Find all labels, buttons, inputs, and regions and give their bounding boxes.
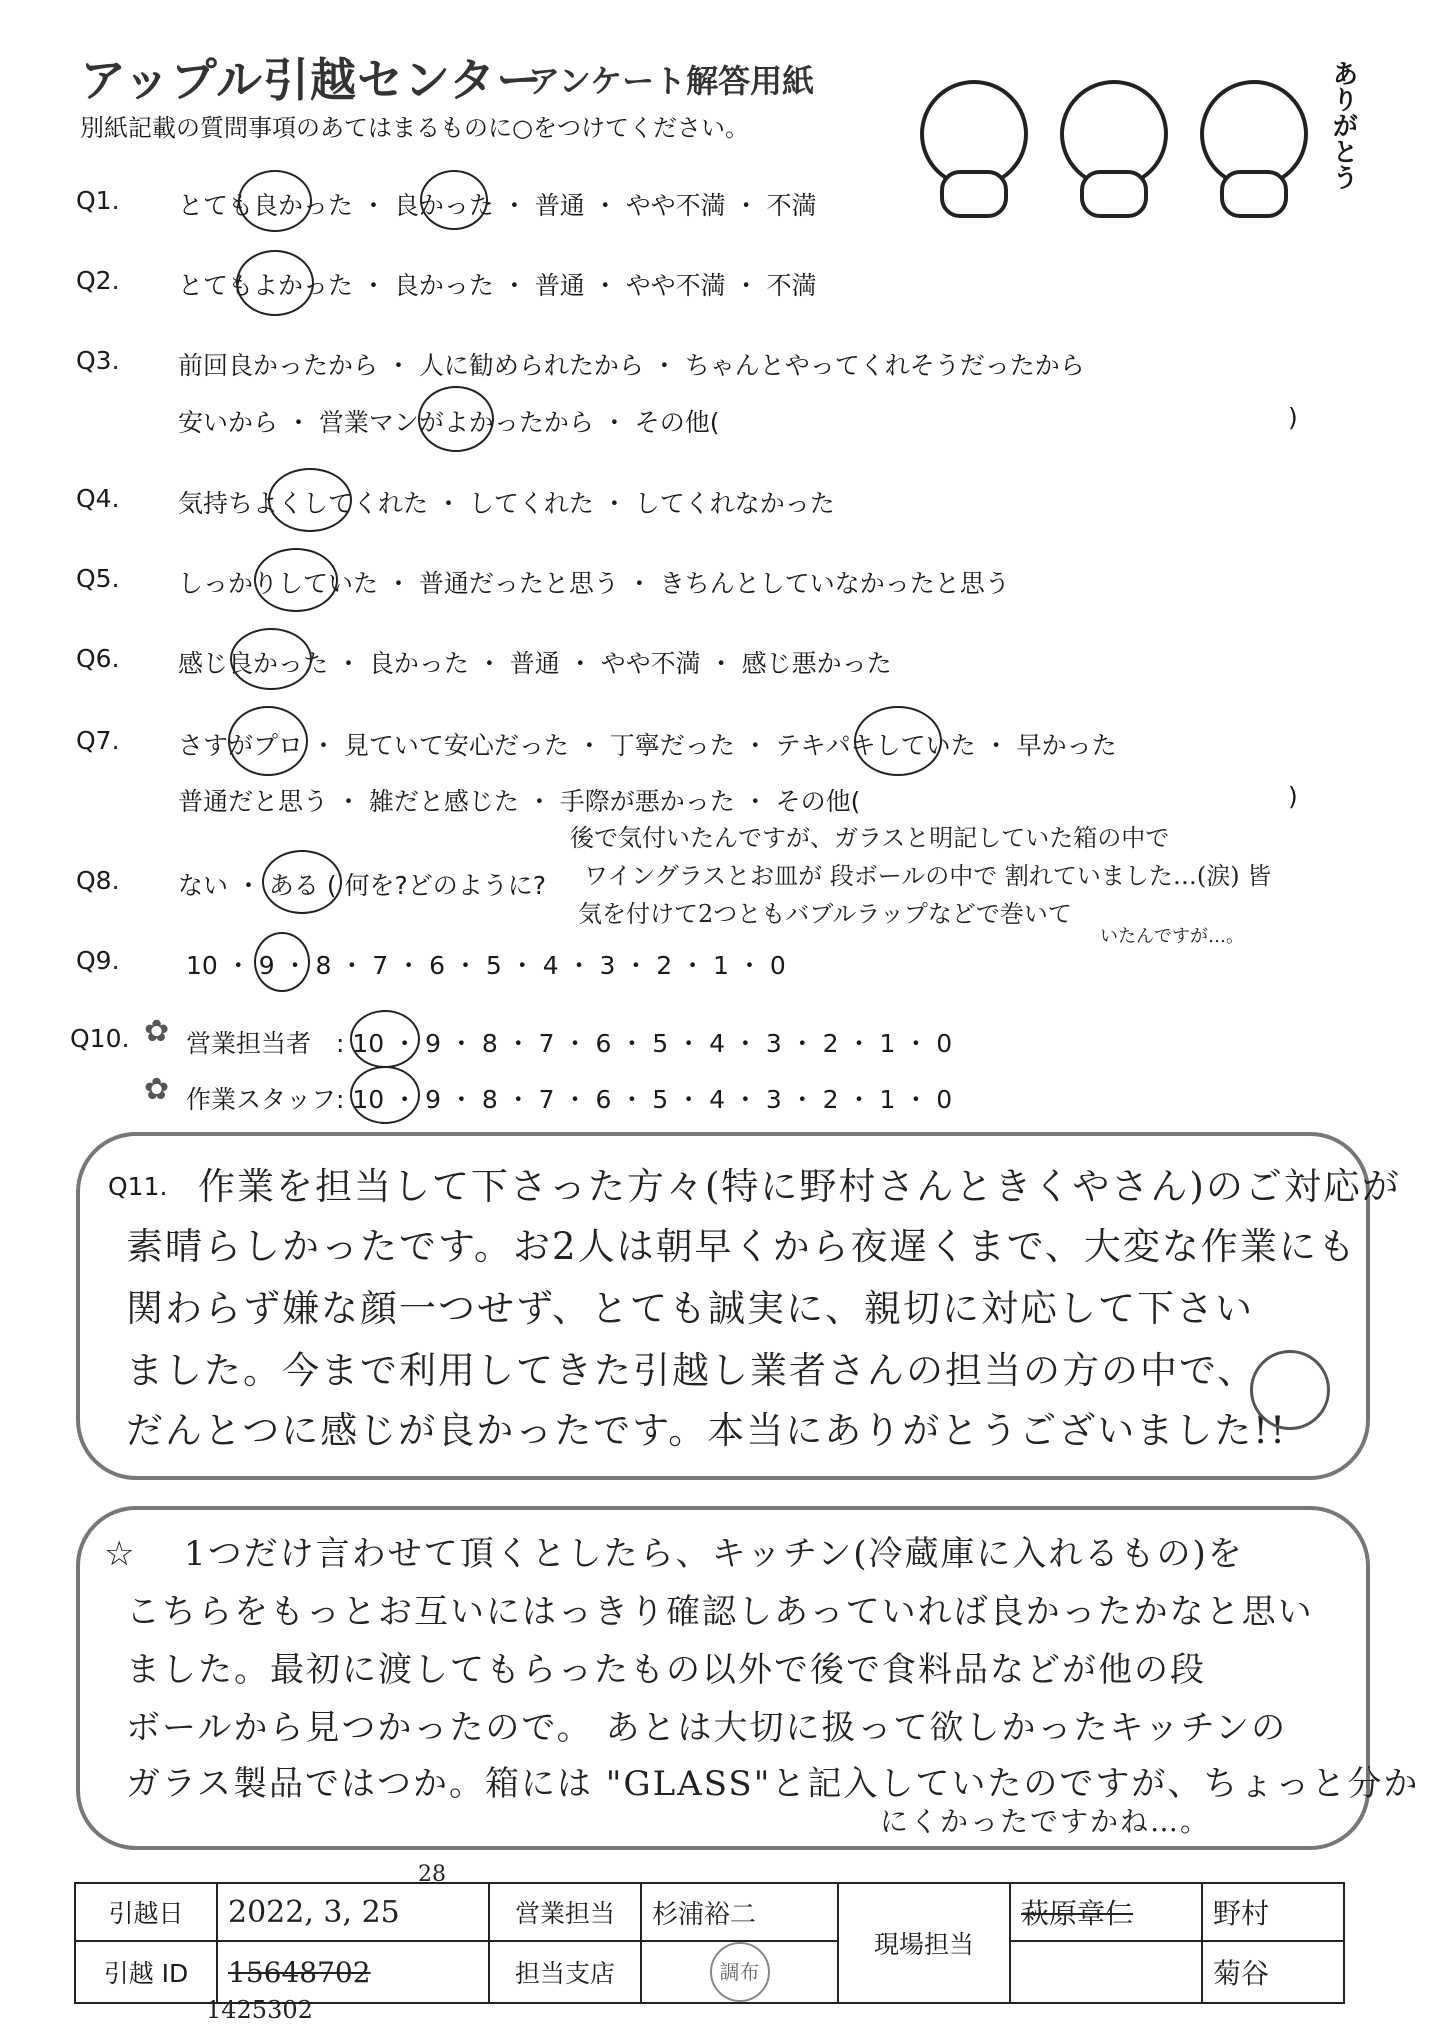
q9-answer-circle [254,932,310,992]
comment-line: ました。最初に渡してもらったもの以外で後で食料品などが他の段 [126,1650,1206,1690]
q7-label: Q7. [76,726,120,755]
additional-comment-box [76,1506,1420,1850]
q6-label: Q6. [76,644,120,673]
q10-label: Q10. [70,1024,130,1053]
comment-line: にくかったですかね…。 [880,1805,1211,1838]
q7-close-paren: ) [1288,782,1298,811]
q11-comment-box [76,1132,1401,1480]
q9-scale: 10 ・ 9 ・ 8 ・ 7 ・ 6 ・ 5 ・ 4 ・ 3 ・ 2 ・ 1 ・ 0 [186,951,786,980]
q3-label: Q3. [76,346,120,375]
flower-stamp-icon [1250,1350,1330,1430]
q6-options: 感じ良かった ・ 良かった ・ 普通 ・ やや不満 ・ 感じ悪かった [178,649,892,678]
q4-answer-circle [268,468,352,532]
move-date-value: 2022, 3, 25 [228,1894,400,1930]
comment-line: ガラス製品ではつか。箱には "GLASS"と記入していたのですが、ちょっと分か [126,1764,1420,1804]
thanks-text: ありがとう [1328,60,1358,190]
footer-table [74,1862,1345,2004]
move-date-correction: 28 [418,1862,446,1887]
move-date-cell [217,1862,489,1941]
site-rep-cell [1010,1883,1202,1941]
q3-close-paren: ) [1288,403,1298,432]
monkey-body-icon [1220,170,1288,218]
q8-handwritten-line2: ワイングラスとお皿が 段ボールの中で 割れていました…(涙) 皆 [584,862,1272,890]
q10-sales-answer-circle [350,1010,420,1068]
q10-staff-scale: : 10 ・ 9 ・ 8 ・ 7 ・ 6 ・ 5 ・ 4 ・ 3 ・ 2 ・ 1 ・ 0 [336,1085,953,1114]
move-id-label: 引越 ID [75,1941,217,2003]
q2-options: とてもよかった ・ 良かった ・ 普通 ・ やや不満 ・ 不満 [178,271,817,300]
q8-label: Q8. [76,866,120,895]
sales-rep-value: 杉浦裕二 [652,1899,757,1930]
q8-answer-circle [262,850,342,914]
q10-staff-label: 作業スタッフ [186,1085,337,1114]
q10-sales-scale: : 10 ・ 9 ・ 8 ・ 7 ・ 6 ・ 5 ・ 4 ・ 3 ・ 2 ・ 1 ・ 0 [336,1029,953,1058]
q1-label: Q1. [76,186,120,215]
flower-icon: ✿ [144,1072,170,1107]
q10-staff-answer-circle [350,1066,420,1124]
q3-answer-circle [418,386,494,452]
move-id-cell [217,1941,489,2003]
comment-line: こちらをもっとお互いにはっきり確認しあっていれば良かったかなと思い [126,1592,1314,1632]
q4-options: 気持ちよくしてくれた ・ してくれた ・ してくれなかった [178,489,835,518]
q1-options: とても良かった ・ 良かった ・ 普通 ・ やや不満 ・ 不満 [178,191,817,220]
q7-answer-circle [228,706,308,776]
sales-rep-label: 営業担当 [489,1883,641,1941]
branch-label: 担当支店 [489,1941,641,2003]
q5-label: Q5. [76,564,120,593]
q4-label: Q4. [76,484,120,513]
move-id-value: 15648702 [228,1955,371,1989]
q7-options-line2: 普通だと思う ・ 雑だと感じた ・ 手際が悪かった ・ その他( [178,787,861,816]
q1-answer-circle [420,170,488,230]
q5-answer-circle [254,548,338,612]
q3-options-line1: 前回良かったから ・ 人に勧められたから ・ ちゃんとやってくれそうだったから [178,351,1085,380]
q9-label: Q9. [76,946,120,975]
q7-options-line1: さすがプロ ・ 見ていて安心だった ・ 丁寧だった ・ テキパキしていた ・ 早かった [178,731,1117,760]
q10-sales-label: 営業担当者 [186,1029,312,1058]
move-date-label: 引越日 [75,1883,217,1941]
q11-line: 作業を担当して下さった方々(特に野村さんときくやさん)のご対応が [198,1165,1401,1208]
q8-handwritten-line1: 後で気付いたんですが、ガラスと明記していた箱の中で [570,824,1170,852]
q3-options-line2: 安いから ・ 営業マンがよかったから ・ その他( [178,408,720,437]
q2-answer-circle [236,250,314,316]
site-rep-cell [1202,1883,1344,1941]
q8-options: ない ・ ある ( 何を?どのように? [178,871,547,900]
move-id-correction: 1425302 [206,1996,313,2024]
comment-line: 1つだけ言わせて頂くとしたら、キッチン(冷蔵庫に入れるもの)を [184,1534,1244,1574]
q11-line: 素晴らしかったです。お2人は朝早くから夜遅くまで、大変な作業にも [126,1225,1357,1268]
q11-line: だんとつに感じが良かったです。本当にありがとうございました!! [126,1409,1288,1452]
q11-line: 関わらず嫌な顔一つせず、とても誠実に、親切に対応して下さい [126,1287,1255,1330]
q1-answer-circle [238,170,312,232]
q7-answer-circle [854,706,942,776]
q8-handwritten-line4: いたんですが…。 [1100,926,1244,947]
site-rep-cell [1202,1941,1344,2003]
site-rep-cell [1010,1941,1202,2003]
site-rep-value: 野村 [1213,1897,1270,1930]
q5-options: しっかりしていた ・ 普通だったと思う ・ きちんとしていなかったと思う [178,569,1010,598]
q11-line: ました。今まで利用してきた引越し業者さんの担当の方の中で、 [126,1349,1257,1392]
q11-label: Q11. [108,1172,168,1201]
star-icon: ☆ [104,1534,135,1574]
flower-icon: ✿ [144,1014,170,1049]
site-rep-value: 菊谷 [1213,1957,1270,1990]
sales-rep-cell [641,1883,838,1941]
instruction-text: 別紙記載の質問事項のあてはまるものに○をつけてください。 [80,114,749,142]
site-rep-label: 現場担当 [838,1883,1010,2003]
monkey-body-icon [940,170,1008,218]
site-rep-value: 萩原章仁 [1021,1897,1134,1930]
form-name: アンケート解答用紙 [528,62,815,100]
comment-line: ボールから見つかったので。 あとは大切に扱って欲しかったキッチンの [126,1708,1288,1748]
q8-handwritten-line3: 気を付けて2つともバブルラップなどで巻いて [578,900,1072,928]
monkey-body-icon [1080,170,1148,218]
q6-answer-circle [230,628,312,690]
q2-label: Q2. [76,266,120,295]
branch-cell [641,1941,838,2003]
branch-stamp: 調布 [710,1942,770,2002]
company-title: アップル引越センター [80,53,544,107]
